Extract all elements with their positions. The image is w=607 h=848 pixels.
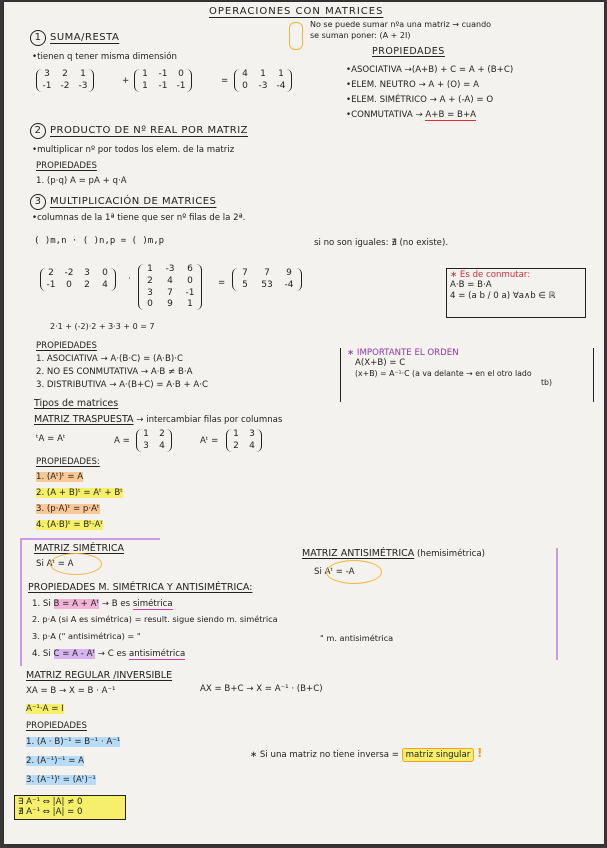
matrix-cell: 4 [167, 275, 173, 286]
prop-trasp-2 [36, 488, 123, 498]
matrix-cell: -2 [64, 268, 74, 278]
matrix-cell: 4 [242, 69, 248, 79]
matrix-cell: -1 [185, 287, 195, 298]
conmutar-line-1: A·B = B·A [450, 280, 492, 291]
importante-title: ∗ IMPORTANTE EL ORDEN [347, 348, 459, 358]
matrix-cell: 6 [187, 264, 193, 274]
prop-formula: B = A + Aᵗ [53, 599, 100, 609]
antisimetrica-heading [302, 548, 485, 559]
matrix-cell: 7 [242, 268, 248, 278]
dimension-rule: ( )m,n · ( )n,p = ( )m,p [34, 236, 165, 246]
prop-label: •CONMUTATIVA → [346, 110, 423, 120]
prop-trasp-1 [36, 472, 83, 482]
product-dot: · [128, 274, 131, 284]
regular-eq-2: AX = B+C → X = A⁻¹ · (B+C) [200, 684, 323, 694]
prop-mult-1: 1. ASOCIATIVA → A·(B·C) = (A·B)·C [36, 354, 183, 364]
section-title: SUMA/RESTA [50, 32, 120, 43]
props-mult-title: PROPIEDADES [36, 341, 97, 351]
prop-conmutativa [346, 110, 476, 120]
simetrica-ring [50, 553, 102, 575]
inverse-not-exists: ∄ A⁻¹ ⇔ |A| = 0 [18, 807, 83, 818]
props-suma-title: PROPIEDADES [372, 46, 445, 57]
matrix-cell: 1 [80, 69, 86, 79]
prop-neutro: •ELEM. NEUTRO → A + (O) = A [346, 80, 479, 90]
matrix-at-label: Aᵗ = [200, 436, 219, 446]
matrix-cell: 2 [48, 268, 54, 278]
purple-bracket-right [556, 548, 558, 660]
traspuesta-def: ᵗA = Aᵗ [36, 434, 66, 444]
matrix-a [40, 268, 116, 291]
conmutar-title: ∗ Es de conmutar: [450, 270, 531, 280]
matrix-cell: -1 [46, 279, 56, 290]
prop-text: 1. (Aᵗ)ᵗ = A [36, 472, 84, 482]
matrix-cell: 0 [147, 299, 153, 310]
matrix-cell: 2 [147, 275, 153, 286]
prop-mult-3: 3. DISTRIBUTIVA → A·(B+C) = A·B + A·C [36, 380, 208, 390]
prop-mult-2: 2. NO ES CONMUTATIVA → A·B ≠ B·A [36, 367, 193, 377]
matrix-cell: 0 [187, 275, 193, 286]
purple-bracket-left [20, 538, 22, 666]
prop-result: antisimétrica [128, 649, 186, 659]
conmutativa-formula: A+B = B+A [425, 110, 477, 120]
matrix-cell: 0 [178, 69, 184, 79]
prop-trasp-4 [36, 520, 103, 530]
matrix-cell: 4 [159, 440, 165, 451]
singular-note [250, 746, 482, 760]
simetrica-def: Si Aᵗ = A [36, 559, 74, 569]
not-exists-rule: si no son iguales: ∄ (no existe). [314, 238, 449, 248]
section-title: PRODUCTO DE Nº REAL POR MATRIZ [50, 125, 249, 136]
traspuesta-title: MATRIZ TRASPUESTA [34, 414, 134, 425]
matrix-a-label: A = [114, 436, 130, 446]
props-producto-title: PROPIEDADES [36, 161, 97, 171]
singular-value: matriz singular [402, 748, 475, 762]
importante-box [340, 348, 594, 402]
prop-sim-3-result: " m. antisimétrica [320, 633, 394, 643]
prop-formula: C = A - Aᵗ [53, 649, 96, 659]
section-title: MULTIPLICACIÓN DE MATRICES [50, 196, 217, 207]
prop-sim-3: 3. p·A (" antisimétrica) = " [32, 631, 141, 641]
prop-trasp-3 [36, 504, 100, 514]
mult-rule: •columnas de la 1ª tiene que ser nº filas de la 2ª. [32, 213, 246, 223]
singular-note-text: ∗ Si una matriz no tiene inversa = [250, 750, 399, 760]
matrix-c [232, 268, 302, 291]
matrix-cell: 5 [242, 279, 248, 290]
matrix-cell: 2 [159, 429, 165, 439]
producto-rule: •multiplicar nº por todos los elem. de la matriz [32, 145, 235, 155]
prop-text: 1. Si [32, 599, 51, 609]
matrix-cell: 3 [84, 268, 90, 278]
matrix-a-example [136, 429, 172, 452]
matrix-cell: 1 [233, 429, 239, 439]
antisimetrica-title: MATRIZ ANTISIMÉTRICA [302, 548, 415, 559]
calc-example: 2·1 + (-2)·2 + 3·3 + 0 = 7 [50, 322, 155, 331]
note-highlight-ring [289, 22, 303, 50]
matrix-cell: 3 [249, 429, 255, 439]
prop-simetrico: •ELEM. SIMÉTRICO → A + (-A) = O [346, 95, 494, 105]
section-1-heading [30, 30, 119, 46]
page-title: OPERACIONES CON MATRICES [209, 6, 384, 17]
matrix-cell: 7 [167, 287, 173, 298]
matrix-m1 [36, 69, 94, 92]
matrix-cell: 1 [278, 69, 284, 79]
matrix-m3 [234, 69, 292, 92]
conmutar-line-2: 4 = (a b / 0 a) ∀a∧b ∈ ℝ [450, 290, 556, 301]
equals-sign: = [218, 278, 226, 288]
simetrica-title: MATRIZ SIMÉTRICA [34, 543, 125, 554]
tipos-title: Tipos de matrices [34, 398, 119, 409]
antisimetrica-def: Si Aᵗ = -A [314, 567, 355, 577]
section-3-heading [30, 194, 216, 210]
prop-reg-2 [26, 756, 84, 766]
importante-line-3: tb) [541, 377, 553, 387]
prop-text: 1. (A · B)⁻¹ = B⁻¹ · A⁻¹ [26, 737, 121, 747]
regular-ident [26, 704, 64, 714]
singular-exclamation: ! [476, 746, 483, 760]
matrix-m2 [134, 69, 192, 92]
props-regular-title: PROPIEDADES [26, 721, 87, 731]
regular-title: MATRIZ REGULAR /INVERSIBLE [26, 670, 173, 681]
matrix-at-example [226, 429, 262, 452]
matrix-cell: 4 [249, 440, 255, 451]
prop-text: 3. (A⁻¹)ᵗ = (Aᵗ)⁻¹ [26, 775, 96, 785]
props-traspuesta-title: PROPIEDADES: [36, 457, 100, 467]
matrix-cell: -1 [42, 80, 52, 91]
prop-text: → B es [101, 599, 131, 609]
equals-sign: = [221, 76, 229, 86]
traspuesta-desc: → intercambiar filas por columnas [136, 415, 283, 425]
matrix-cell: 4 [102, 279, 108, 290]
matrix-cell: 0 [242, 80, 248, 91]
matrix-cell: -3 [78, 80, 88, 91]
matrix-cell: 9 [167, 299, 173, 310]
matrix-cell: 2 [233, 440, 239, 451]
matrix-cell: 1 [142, 80, 148, 91]
matrix-cell: -3 [258, 80, 268, 91]
matrix-cell: 1 [147, 264, 153, 274]
prop-result: simétrica [132, 599, 173, 609]
matrix-cell: 3 [147, 287, 153, 298]
importante-line-2: (x+B) = A⁻¹·C (a va delante → en el otro lado [355, 368, 532, 378]
notebook-page [4, 2, 604, 844]
matrix-cell: 2 [62, 69, 68, 79]
traspuesta-heading [34, 414, 282, 425]
conmutar-box [446, 268, 586, 318]
matrix-cell: 3 [44, 69, 50, 79]
section-number: 1 [30, 30, 46, 46]
matrix-cell: 0 [66, 279, 72, 290]
matrix-cell: -4 [284, 279, 294, 290]
matrix-cell: 1 [143, 429, 149, 439]
prop-producto: 1. (p·q) A = pA + q·A [36, 176, 127, 186]
prop-sim-1 [32, 599, 173, 609]
prop-text: 4. Si [32, 649, 51, 659]
section-2-heading [30, 123, 248, 139]
matrix-cell: 7 [264, 268, 270, 278]
note-line-2: se suman poner: (A + 2I) [310, 31, 411, 40]
matrix-cell: -1 [158, 69, 168, 79]
suma-rule: •tienen q tener misma dimensión [32, 52, 177, 62]
matrix-cell: 2 [84, 279, 90, 290]
regular-eq-1: XA = B → X = B · A⁻¹ [26, 686, 116, 696]
prop-reg-1 [26, 737, 120, 747]
inverse-exists: ∃ A⁻¹ ⇔ |A| ≠ 0 [18, 797, 83, 807]
prop-sim-2: 2. p·A (si A es simétrica) = result. sigue siendo m. simétrica [32, 614, 278, 624]
prop-text: 3. (p·A)ᵗ = p·Aᵗ [36, 504, 100, 514]
matrix-cell: -2 [60, 80, 70, 91]
prop-reg-3 [26, 775, 96, 785]
antisimetrica-sub: (hemisimétrica) [417, 549, 486, 559]
prop-asociativa: •ASOCIATIVA →(A+B) + C = A + (B+C) [346, 65, 514, 75]
antisimetrica-ring [326, 560, 382, 584]
section-number: 2 [30, 123, 46, 139]
matrix-cell: 1 [187, 299, 193, 310]
purple-bracket-top [20, 538, 160, 540]
matrix-cell: 0 [102, 268, 108, 278]
prop-sim-4 [32, 649, 185, 659]
matrix-b [138, 264, 202, 310]
importante-line-1: A(X+B) = C [355, 358, 406, 369]
matrix-cell: 53 [261, 279, 273, 290]
plus-sign: + [122, 76, 130, 86]
inverse-box [14, 795, 126, 820]
props-sim-title: PROPIEDADES M. SIMÉTRICA Y ANTISIMÉTRICA: [28, 582, 253, 593]
matrix-cell: 3 [143, 440, 149, 451]
ident-text: A⁻¹·A = I [26, 704, 64, 714]
prop-text: 2. (A⁻¹)⁻¹ = A [26, 756, 85, 766]
matrix-cell: -4 [276, 80, 286, 91]
prop-text: 4. (A·B)ᵗ = Bᵗ·Aᵗ [36, 520, 103, 530]
note-line-1: No se puede sumar nºa una matriz → cuando [310, 20, 492, 29]
matrix-cell: 1 [260, 69, 266, 79]
prop-text: → C es [97, 649, 127, 659]
section-number: 3 [30, 194, 46, 210]
matrix-cell: -1 [176, 80, 186, 91]
prop-text: 2. (A + B)ᵗ = Aᵗ + Bᵗ [36, 488, 123, 498]
matrix-cell: 1 [142, 69, 148, 79]
matrix-cell: 9 [286, 268, 292, 278]
matrix-cell: -3 [165, 264, 175, 274]
matrix-cell: -1 [158, 80, 168, 91]
